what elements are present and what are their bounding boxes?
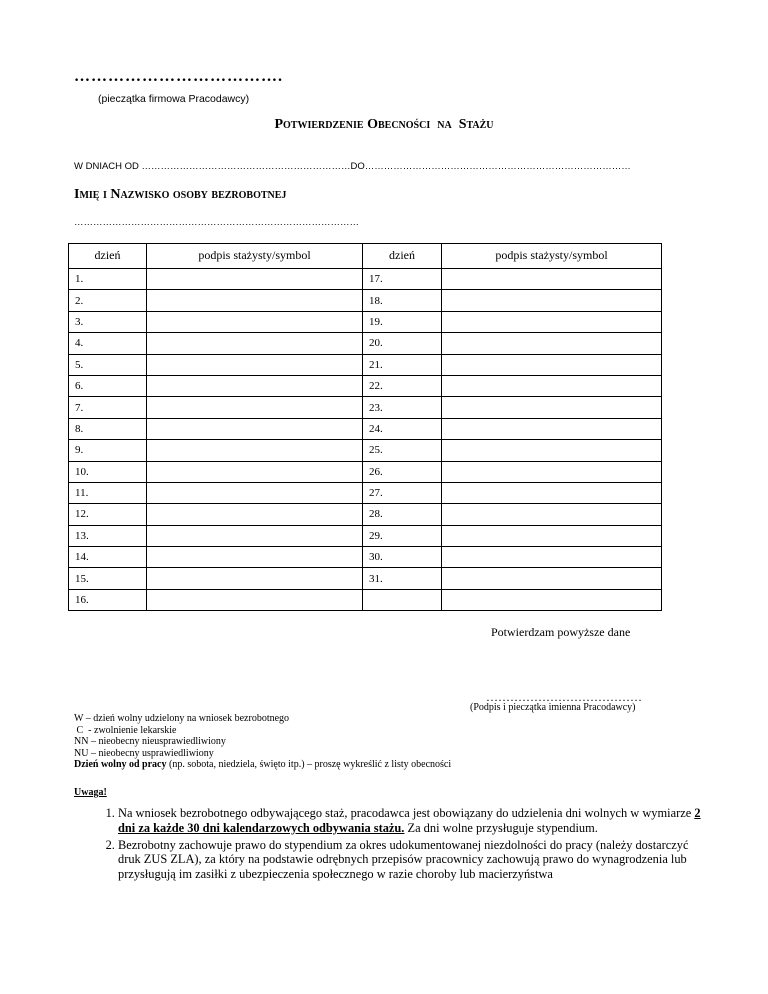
- day-number-cell: 3.: [69, 311, 147, 332]
- signature-cell: [442, 418, 662, 439]
- signature-cell: [442, 311, 662, 332]
- signature-cell: [442, 547, 662, 568]
- day-number-cell: 27.: [363, 482, 442, 503]
- attendance-table: [68, 243, 662, 611]
- table-row: [69, 269, 662, 290]
- signature-cell: [147, 311, 363, 332]
- table-row: [69, 440, 662, 461]
- table-row: [69, 354, 662, 375]
- signature-cell: [147, 589, 363, 610]
- header-day-left: dzień: [69, 244, 147, 269]
- signature-cell: [442, 397, 662, 418]
- name-heading: Imię i Nazwisko osoby bezrobotnej: [74, 187, 287, 202]
- note-item-1: 1. Na wniosek bezrobotnego odbywającego staż, pracodawca jest obowiązany do udzielenia dni wolnych w wymiarze 2 dni za każde 30 dni kalendarzowych odbywania stażu. Za dni wolne przysługuje stypendium.: [118, 806, 708, 836]
- signature-cell: [147, 461, 363, 482]
- day-number-cell: 15.: [69, 568, 147, 589]
- signature-cell: [147, 354, 363, 375]
- day-number-cell: 2.: [69, 290, 147, 311]
- signature-cell: [147, 482, 363, 503]
- day-number-cell: 16.: [69, 589, 147, 610]
- day-number-cell: 14.: [69, 547, 147, 568]
- day-number-cell: 24.: [363, 418, 442, 439]
- stamp-label: (pieczątka firmowa Pracodawcy): [98, 93, 250, 105]
- day-number-cell: 1.: [69, 269, 147, 290]
- day-number-cell: 26.: [363, 461, 442, 482]
- table-row: [69, 290, 662, 311]
- table-row: [69, 333, 662, 354]
- signature-cell: [442, 589, 662, 610]
- document-title: Potwierdzenie Obecności na Stażu: [274, 117, 494, 132]
- day-number-cell: 10.: [69, 461, 147, 482]
- signature-cell: [147, 504, 363, 525]
- day-number-cell: 13.: [69, 525, 147, 546]
- signature-cell: [442, 375, 662, 396]
- table-row: [69, 461, 662, 482]
- signature-cell: [442, 482, 662, 503]
- day-number-cell: 19.: [363, 311, 442, 332]
- signature-cell: [147, 525, 363, 546]
- table-row: [69, 375, 662, 396]
- table-header-row: [69, 244, 662, 269]
- signature-cell: [442, 333, 662, 354]
- date-range-line: W DNIACH OD …………………………………………………………DO…………………………………………………………………………: [74, 161, 631, 172]
- signature-cell: [442, 440, 662, 461]
- signature-cell: [147, 269, 363, 290]
- signature-cell: [147, 440, 363, 461]
- signature-cell: [442, 290, 662, 311]
- day-number-cell: 12.: [69, 504, 147, 525]
- table-row: [69, 568, 662, 589]
- legend: [74, 713, 451, 771]
- legend-item-w: W – dzień wolny udzielony na wniosek bezrobotnego: [74, 713, 290, 724]
- signature-cell: [147, 333, 363, 354]
- day-number-cell: 23.: [363, 397, 442, 418]
- day-number-cell: 29.: [363, 525, 442, 546]
- table-row: [69, 311, 662, 332]
- name-field-dots: ………………………………………………………………………………: [74, 217, 359, 228]
- signature-label: (Podpis i pieczątka imienna Pracodawcy): [470, 702, 636, 713]
- day-number-cell: 28.: [363, 504, 442, 525]
- confirm-text: Potwierdzam powyższe dane: [491, 625, 631, 639]
- note-item-2: 2. Bezrobotny zachowuje prawo do stypendium za okres udokumentowanej niezdolności do pracy (należy dostarczyć druk ZUS ZLA), za który na podstawie odrębnych przepisów pracownicy zachowują prawo do wynagrodzenia lub przysługują im zasiłki z ubezpieczenia społecznego w razie choroby lub macierzyństwa: [118, 838, 708, 882]
- signature-cell: [147, 290, 363, 311]
- table-row: [69, 589, 662, 610]
- day-number-cell: 6.: [69, 375, 147, 396]
- day-number-cell: 17.: [363, 269, 442, 290]
- day-number-cell: [363, 589, 442, 610]
- table-row: [69, 418, 662, 439]
- signature-cell: [442, 568, 662, 589]
- header-signature-right: podpis stażysty/symbol: [442, 244, 662, 269]
- day-number-cell: 9.: [69, 440, 147, 461]
- signature-line-dots: …………………………………: [486, 690, 642, 704]
- table-row: [69, 482, 662, 503]
- signature-cell: [147, 397, 363, 418]
- day-number-cell: 21.: [363, 354, 442, 375]
- notes-list: [84, 806, 708, 884]
- legend-item-nn: NN – nieobecny nieusprawiedliwiony: [74, 736, 226, 748]
- signature-cell: [442, 269, 662, 290]
- table-row: [69, 525, 662, 546]
- day-number-cell: 22.: [363, 375, 442, 396]
- header-day-right: dzień: [363, 244, 442, 269]
- day-number-cell: 5.: [69, 354, 147, 375]
- table-row: [69, 397, 662, 418]
- signature-cell: [147, 418, 363, 439]
- signature-cell: [442, 354, 662, 375]
- day-number-cell: 4.: [69, 333, 147, 354]
- day-number-cell: 20.: [363, 333, 442, 354]
- signature-cell: [147, 375, 363, 396]
- day-number-cell: 18.: [363, 290, 442, 311]
- attendance-table-body: [69, 269, 662, 611]
- signature-cell: [442, 504, 662, 525]
- signature-cell: [147, 568, 363, 589]
- header-signature-left: podpis stażysty/symbol: [147, 244, 363, 269]
- legend-item-c: C - zwolnienie lekarskie: [74, 724, 177, 736]
- day-number-cell: 31.: [363, 568, 442, 589]
- day-number-cell: 30.: [363, 547, 442, 568]
- day-number-cell: 11.: [69, 482, 147, 503]
- legend-item-free-day: Dzień wolny od pracy (np. sobota, niedziela, święto itp.) – proszę wykreślić z listy obecności: [74, 759, 452, 771]
- day-number-cell: 7.: [69, 397, 147, 418]
- legend-item-nu: NU – nieobecny usprawiedliwiony: [74, 747, 214, 759]
- day-number-cell: 8.: [69, 418, 147, 439]
- stamp-placeholder-dots: ……………………………….: [74, 68, 283, 85]
- note-heading: Uwaga!: [74, 787, 107, 798]
- signature-cell: [442, 461, 662, 482]
- signature-cell: [442, 525, 662, 546]
- day-number-cell: 25.: [363, 440, 442, 461]
- signature-cell: [147, 547, 363, 568]
- table-row: [69, 504, 662, 525]
- table-row: [69, 547, 662, 568]
